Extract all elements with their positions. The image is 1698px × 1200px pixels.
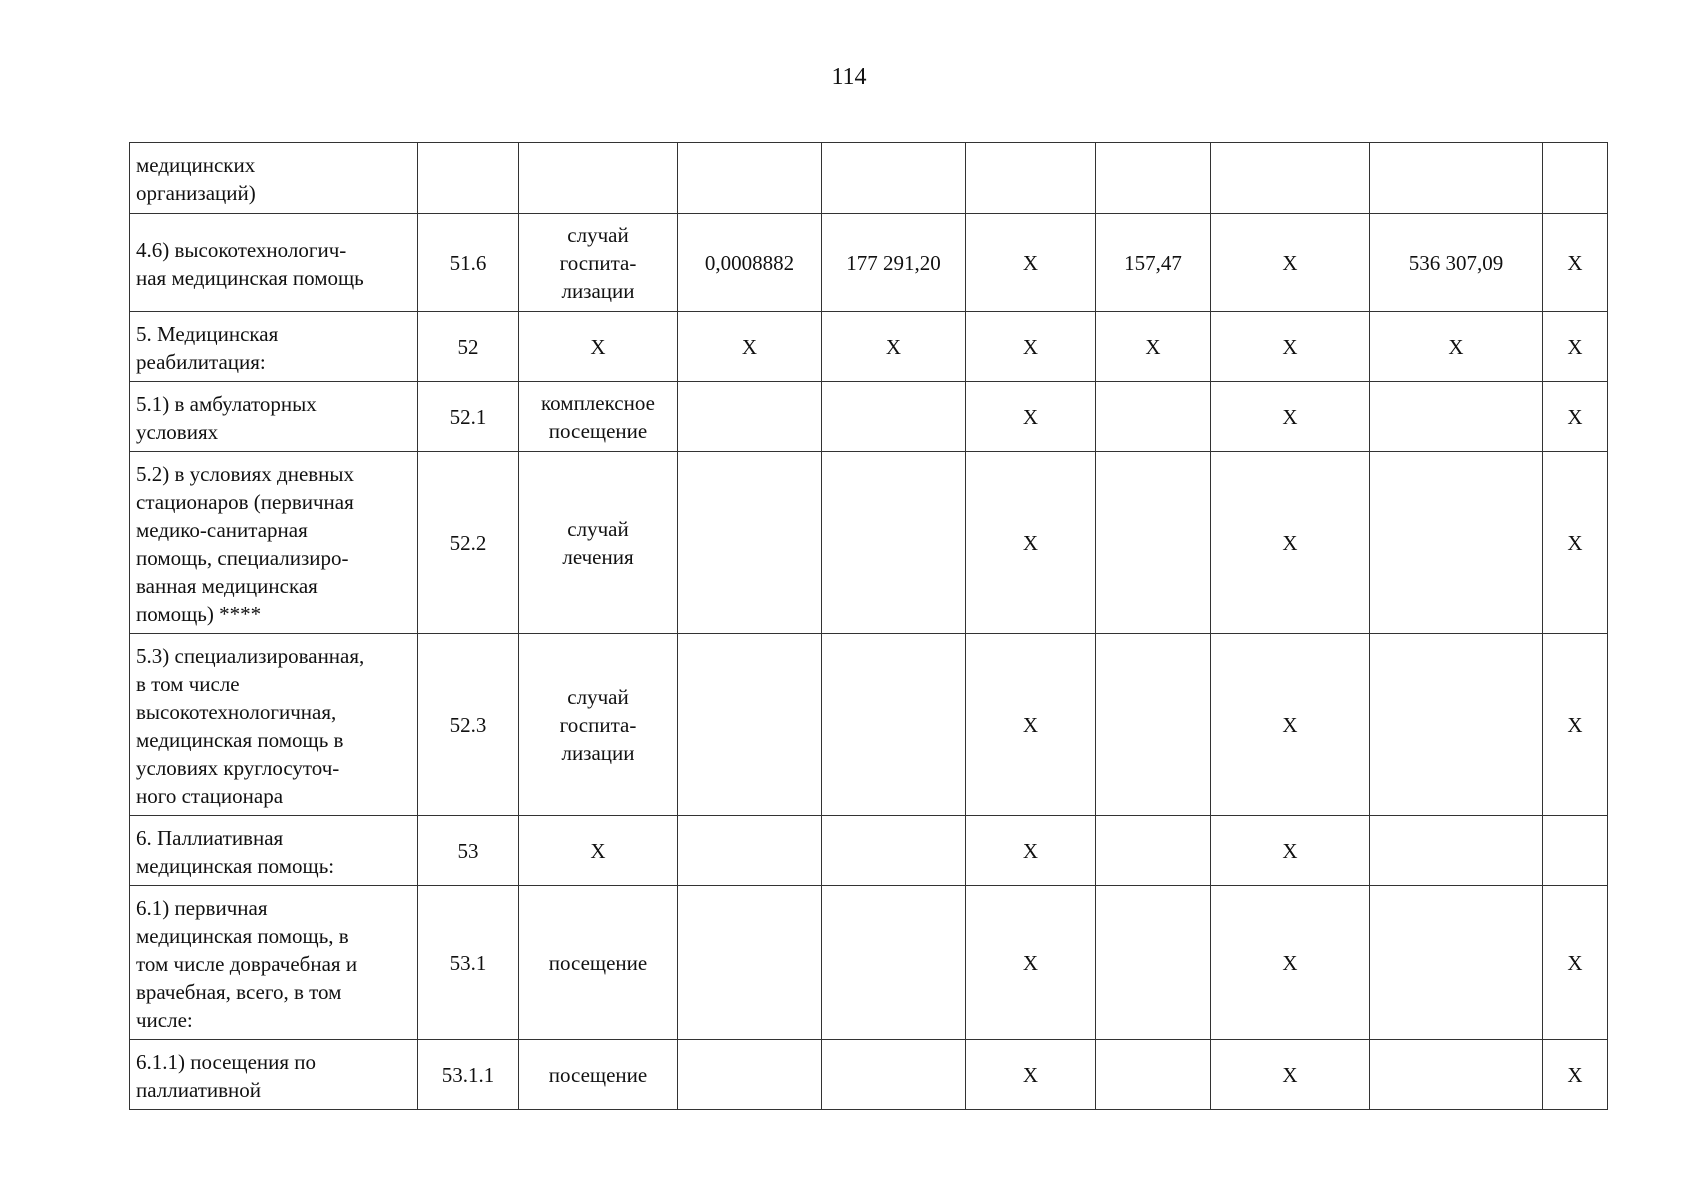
- row-unit-cell: [519, 143, 678, 214]
- table-row: [130, 816, 1608, 886]
- value-cell: [678, 382, 822, 452]
- value-cell: [1370, 143, 1543, 214]
- row-code-cell: 53: [418, 816, 519, 886]
- value-cell: [1096, 1040, 1211, 1110]
- value-cell: [1096, 634, 1211, 816]
- row-name-cell: 5. Медицинская реабилитация:: [130, 312, 418, 382]
- value-cell: X: [966, 312, 1096, 382]
- value-cell: X: [1543, 1040, 1608, 1110]
- value-cell: [1370, 886, 1543, 1040]
- row-code-cell: 53.1: [418, 886, 519, 1040]
- value-cell: X: [966, 634, 1096, 816]
- value-cell: [678, 634, 822, 816]
- value-cell: X: [1543, 382, 1608, 452]
- value-cell: X: [1370, 312, 1543, 382]
- value-cell: X: [678, 312, 822, 382]
- value-cell: [1370, 816, 1543, 886]
- value-cell: 536 307,09: [1370, 214, 1543, 312]
- value-cell: [822, 143, 966, 214]
- value-cell: X: [1543, 452, 1608, 634]
- value-cell: X: [1211, 452, 1370, 634]
- value-cell: [822, 452, 966, 634]
- value-cell: [1370, 1040, 1543, 1110]
- value-cell: X: [1211, 1040, 1370, 1110]
- row-code-cell: 51.6: [418, 214, 519, 312]
- row-unit-cell: X: [519, 312, 678, 382]
- row-unit-cell: случай госпита- лизации: [519, 634, 678, 816]
- value-cell: X: [1543, 886, 1608, 1040]
- row-unit-cell: посещение: [519, 886, 678, 1040]
- value-cell: [966, 143, 1096, 214]
- value-cell: [678, 816, 822, 886]
- row-code-cell: 52: [418, 312, 519, 382]
- row-name-cell: 6.1) первичная медицинская помощь, в том числе доврачебная и врачебная, всего, в том числе:: [130, 886, 418, 1040]
- row-code-cell: 52.3: [418, 634, 519, 816]
- value-cell: [822, 816, 966, 886]
- page-number: 114: [831, 64, 867, 90]
- value-cell: X: [822, 312, 966, 382]
- table-row: [130, 143, 1608, 214]
- value-cell: 177 291,20: [822, 214, 966, 312]
- row-code-cell: 53.1.1: [418, 1040, 519, 1110]
- value-cell: X: [1543, 634, 1608, 816]
- value-cell: [1096, 143, 1211, 214]
- table-row: [130, 1040, 1608, 1110]
- value-cell: 0,0008882: [678, 214, 822, 312]
- value-cell: X: [1211, 886, 1370, 1040]
- value-cell: [822, 634, 966, 816]
- value-cell: X: [1211, 634, 1370, 816]
- value-cell: [822, 886, 966, 1040]
- value-cell: [1370, 452, 1543, 634]
- table-row: [130, 634, 1608, 816]
- value-cell: X: [1211, 382, 1370, 452]
- table-row: [130, 312, 1608, 382]
- value-cell: [678, 1040, 822, 1110]
- row-unit-cell: X: [519, 816, 678, 886]
- row-name-cell: 6. Паллиативная медицинская помощь:: [130, 816, 418, 886]
- row-name-cell: 6.1.1) посещения по паллиативной: [130, 1040, 418, 1110]
- value-cell: [678, 886, 822, 1040]
- row-unit-cell: случай госпита- лизации: [519, 214, 678, 312]
- value-cell: [822, 382, 966, 452]
- value-cell: [678, 452, 822, 634]
- row-unit-cell: посещение: [519, 1040, 678, 1110]
- value-cell: [678, 143, 822, 214]
- value-cell: X: [966, 452, 1096, 634]
- value-cell: X: [1543, 214, 1608, 312]
- value-cell: X: [966, 214, 1096, 312]
- table-row: [130, 382, 1608, 452]
- row-name-cell: медицинских организаций): [130, 143, 418, 214]
- value-cell: X: [1096, 312, 1211, 382]
- table-row: [130, 214, 1608, 312]
- value-cell: [1096, 452, 1211, 634]
- value-cell: [1543, 143, 1608, 214]
- value-cell: X: [1211, 312, 1370, 382]
- value-cell: X: [966, 382, 1096, 452]
- tariff-table: [129, 142, 1608, 1110]
- value-cell: [1370, 382, 1543, 452]
- value-cell: X: [966, 886, 1096, 1040]
- value-cell: X: [1211, 816, 1370, 886]
- row-name-cell: 5.1) в амбулаторных условиях: [130, 382, 418, 452]
- row-name-cell: 5.2) в условиях дневных стационаров (первичная медико-санитарная помощь, специализиро- ванная медицинская помощь) ****: [130, 452, 418, 634]
- value-cell: [1096, 886, 1211, 1040]
- row-name-cell: 4.6) высокотехнологич- ная медицинская помощь: [130, 214, 418, 312]
- row-unit-cell: комплексное посещение: [519, 382, 678, 452]
- table-row: [130, 886, 1608, 1040]
- value-cell: [1543, 816, 1608, 886]
- row-code-cell: 52.2: [418, 452, 519, 634]
- table-row: [130, 452, 1608, 634]
- value-cell: X: [1211, 214, 1370, 312]
- value-cell: X: [1543, 312, 1608, 382]
- value-cell: [1096, 382, 1211, 452]
- value-cell: X: [966, 1040, 1096, 1110]
- row-code-cell: [418, 143, 519, 214]
- row-unit-cell: случай лечения: [519, 452, 678, 634]
- value-cell: 157,47: [1096, 214, 1211, 312]
- value-cell: [1370, 634, 1543, 816]
- value-cell: [1211, 143, 1370, 214]
- row-code-cell: 52.1: [418, 382, 519, 452]
- value-cell: [1096, 816, 1211, 886]
- row-name-cell: 5.3) специализированная, в том числе высокотехнологичная, медицинская помощь в условиях круглосуточ- ного стационара: [130, 634, 418, 816]
- value-cell: [822, 1040, 966, 1110]
- value-cell: X: [966, 816, 1096, 886]
